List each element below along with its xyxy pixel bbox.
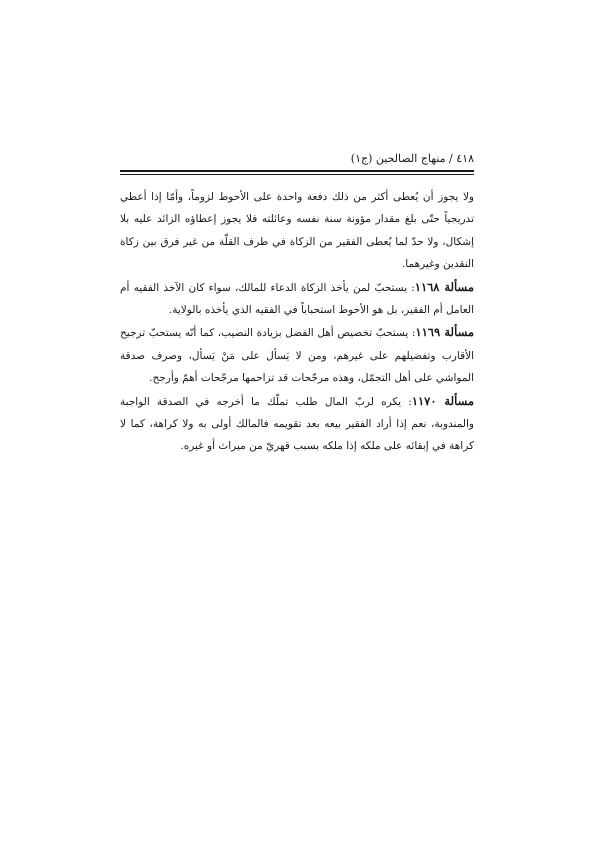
issue-text: : يكره لربّ المال طلب تملّك ما أخرجه في الصدقة الواجبة والمندوبة، نعم إذا أراد الفقير بيعه بعد تقويمه فالمالك أولى به ولا كراهة، كما لا كراهة في إبقائه على ملكه إذا ملكه بسبب قهريّ من ميراث أو غيره. xyxy=(120,395,474,453)
issue-label: مسألة ١١٦٨ xyxy=(414,279,474,294)
issue-paragraph xyxy=(120,321,474,389)
running-header: ٤١٨ / منهاج الصالحين (ج١) xyxy=(350,152,474,165)
issue-paragraph xyxy=(120,276,474,322)
intro-paragraph: ولا يجوز أن يُعطى أكثر من ذلك دفعة واحدة على الأحوط لزوماً، وأمّا إذا أعطي تدريجياً حتّى بلغ مقدار مؤونة سنة نفسه وعائلته فلا يجوز إعطاؤه الزائد عليه بلا إشكال، ولا حدّ لما يُعطى الفقير من الزكاة في طرف القلّة من غير فرق بين زكاة النقدين وغيرهما. xyxy=(120,191,474,271)
issue-paragraph xyxy=(120,390,474,458)
issue-label: مسألة ١١٦٩ xyxy=(415,325,474,340)
page-body xyxy=(120,186,474,458)
issue-label: مسألة ١١٧٠ xyxy=(411,393,474,408)
issue-text: : يستحبّ تخصيص أهل الفضل بزيادة النصيب، كما أنّه يستحبّ ترجيح الأقارب وتفضيلهم على غيرهم، ومن لا يَسأل على مَنْ يَسأل، وصرف صدقة المواشي على أهل التجمّل، وهذه مرجّحات قد تزاحمها مرجّحات أهمّ وأرجح. xyxy=(120,327,474,385)
header-rule-thick xyxy=(120,170,474,172)
header-rule-thin xyxy=(120,174,474,175)
issue-text: : يستحبّ لمن يأخذ الزكاة الدعاء للمالك، سواء كان الآخذ الفقيه أم العامل أم الفقير، بل هو الأحوط استحباباً في الفقيه الذي يأخذه بالولاية. xyxy=(120,281,474,317)
